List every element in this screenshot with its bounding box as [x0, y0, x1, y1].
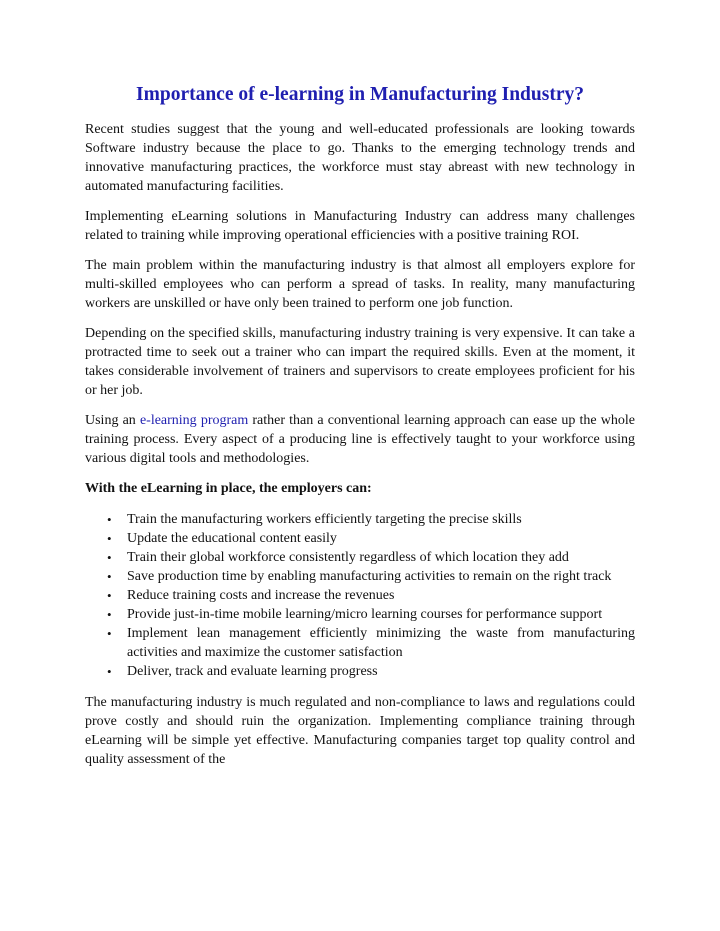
benefits-list — [85, 510, 635, 681]
bullet-icon: • — [107, 626, 112, 641]
paragraph-depending: Depending on the specified skills, manufacturing industry training is very expensive. It can take a protracted time to seek out a trainer who can impart the required skills. Even at the moment, it takes considerable involvement of trainers and supervisors to create employees proficient for his or her job. — [85, 326, 635, 398]
list-item — [107, 510, 635, 529]
bullet-icon: • — [107, 569, 112, 584]
paragraph-implementing: Implementing eLearning solutions in Manufacturing Industry can address many challenges related to training while improving operational efficiencies with a positive training ROI. — [85, 209, 635, 243]
paragraph-using-elearning — [85, 411, 635, 468]
paragraph-compliance: The manufacturing industry is much regulated and non-compliance to laws and regulations could prove costly and should ruin the organization. Implementing compliance training through eLearning will be simple yet effective. Manufacturing companies target top quality control and quality assessment of the — [85, 695, 635, 767]
list-item-text: Update the educational content easily — [127, 531, 337, 546]
list-item — [107, 567, 635, 586]
list-item-text: Provide just-in-time mobile learning/micro learning courses for performance support — [127, 607, 603, 622]
paragraph-recent-studies: Recent studies suggest that the young and well-educated professionals are looking towards Software industry because the place to go. Thanks to the emerging technology trends and innovative manufacturing practices, the workforce must stay abreast with new technology in automated manufacturing facilities. — [85, 122, 635, 194]
list-item — [107, 624, 635, 662]
list-item-text: Deliver, track and evaluate learning progress — [127, 664, 378, 679]
paragraph-main-problem: The main problem within the manufacturing industry is that almost all employers explore for multi-skilled employees who can perform a spread of tasks. In reality, many manufacturing workers are unskilled or have only been trained to perform one job function. — [85, 258, 635, 311]
list-item-text: Reduce training costs and increase the revenues — [127, 588, 395, 603]
paragraph-using-text-end: rather than a conventional learning approach can ease up the whole training process. Every aspect of a producing line is effectively taught to your workforce using various digital tools and methodologies. — [85, 413, 635, 466]
bullet-icon: • — [107, 512, 112, 527]
list-item — [107, 586, 635, 605]
bullet-icon: • — [107, 531, 112, 546]
page-title: Importance of e-learning in Manufacturing Industry? — [136, 84, 584, 105]
bullet-icon: • — [107, 550, 112, 565]
paragraph-using-text-start: Using an — [85, 413, 140, 428]
employers-can-heading: With the eLearning in place, the employers can: — [85, 481, 372, 496]
elearning-program-link[interactable]: e-learning program — [139, 413, 249, 428]
list-item — [107, 605, 635, 624]
article-body — [85, 120, 635, 780]
bullet-icon: • — [107, 588, 112, 603]
list-item-text: Train the manufacturing workers efficiently targeting the precise skills — [127, 512, 522, 527]
list-item — [107, 529, 635, 548]
list-item-text: Save production time by enabling manufacturing activities to remain on the right track — [127, 569, 612, 584]
bullet-icon: • — [107, 664, 112, 679]
list-item-text: Train their global workforce consistently regardless of which location they add — [127, 550, 569, 565]
list-item — [107, 662, 635, 681]
bullet-icon: • — [107, 607, 112, 622]
list-item — [107, 548, 635, 567]
list-item-text: Implement lean management efficiently minimizing the waste from manufacturing activities and maximize the customer satisfaction — [127, 626, 635, 660]
